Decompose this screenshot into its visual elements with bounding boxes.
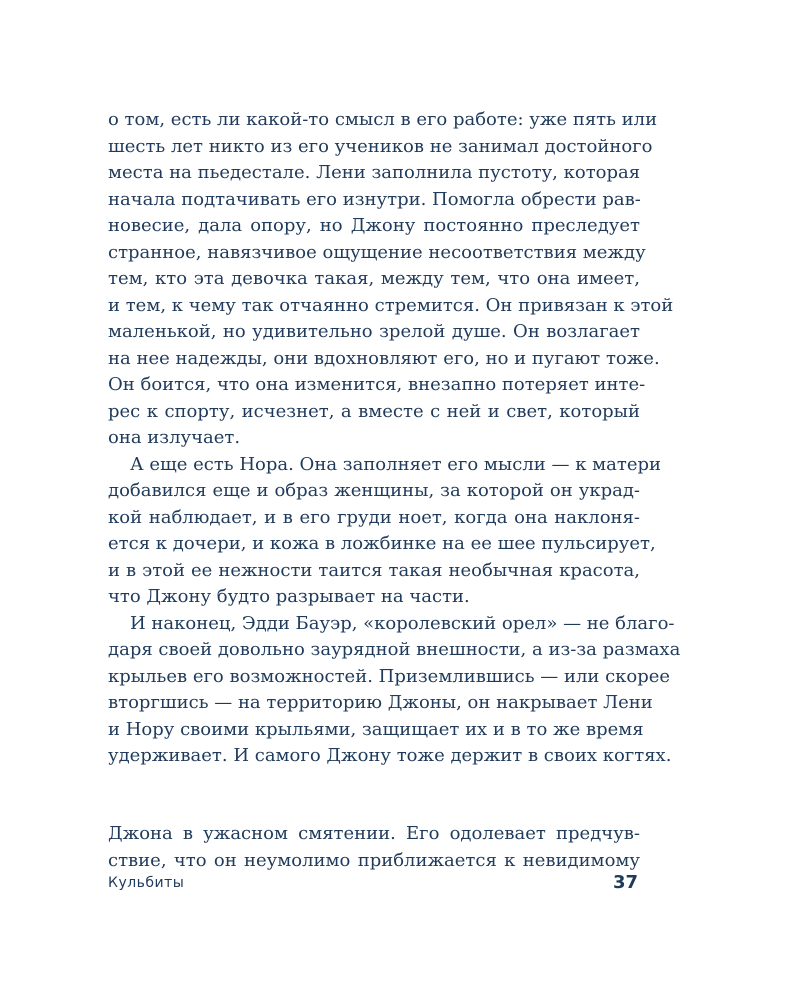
text-line: она излучает.: [108, 427, 241, 448]
text-line: Он боится, что она изменится, внезапно потеряет инте-: [108, 374, 646, 395]
text-line: ствие, что он неумолимо приближается к невидимому: [108, 849, 640, 871]
text-line: вторгшись — на территорию Джоны, он накрывает Лени: [108, 692, 653, 713]
text-line: новесие, дала опору, но Джону постоянно преследует: [108, 215, 640, 236]
text-line: А еще есть Нора. Она заполняет его мысли — к матери: [130, 453, 662, 475]
main-text: [108, 107, 681, 770]
text-line: маленькой, но удивительно зрелой душе. Он возлагает: [108, 321, 640, 342]
text-line: даря своей довольно заурядной внешности, а из-за размаха: [108, 639, 681, 660]
page-number: 37: [612, 872, 638, 893]
text-line: что Джону будто разрывает на части.: [108, 586, 470, 607]
text-line: шесть лет никто из его учеников не занимал достойного: [108, 135, 653, 157]
text-line: кой наблюдает, и в его груди ноет, когда она наклоня-: [108, 506, 640, 528]
text-line: добавился еще и образ женщины, за которой он украд-: [108, 480, 640, 501]
text-line: и тем, к чему так отчаянно стремится. Он привязан к этой: [108, 294, 674, 316]
text-line: начала подтачивать его изнутри. Помогла обрести рав-: [108, 188, 641, 210]
text-line: и в этой ее нежности таится такая необычная красота,: [108, 559, 640, 581]
text-line: рес к спорту, исчезнет, а вместе с ней и свет, который: [108, 400, 640, 422]
text-line: удерживает. И самого Джону тоже держит в своих когтях.: [108, 745, 672, 766]
text-line: места на пьедестале. Лени заполнила пустоту, которая: [108, 162, 641, 183]
text-line: тем, кто эта девочка такая, между тем, что она имеет,: [108, 268, 640, 289]
text-line: на нее надежды, они вдохновляют его, но и пугают тоже.: [108, 347, 660, 369]
text-line: ется к дочери, и кожа в ложбинке на ее шее пульсирует,: [108, 533, 656, 554]
text-line: Джона в ужасном смятении. Его одолевает предчув-: [108, 823, 640, 844]
section-two-text: [108, 821, 640, 874]
text-line: крыльев его возможностей. Приземлившись — или скорее: [108, 665, 671, 687]
text-line: о том, есть ли какой-то смысл в его работе: уже пять или: [108, 109, 658, 130]
text-line: странное, навязчивое ощущение несоответствия между: [108, 241, 646, 263]
running-footer-title: Кульбиты: [108, 875, 185, 891]
text-line: и Нору своими крыльями, защищает их и в то же время: [108, 718, 644, 740]
text-line: И наконец, Эдди Бауэр, «королевский орел» — не благо-: [130, 612, 675, 634]
